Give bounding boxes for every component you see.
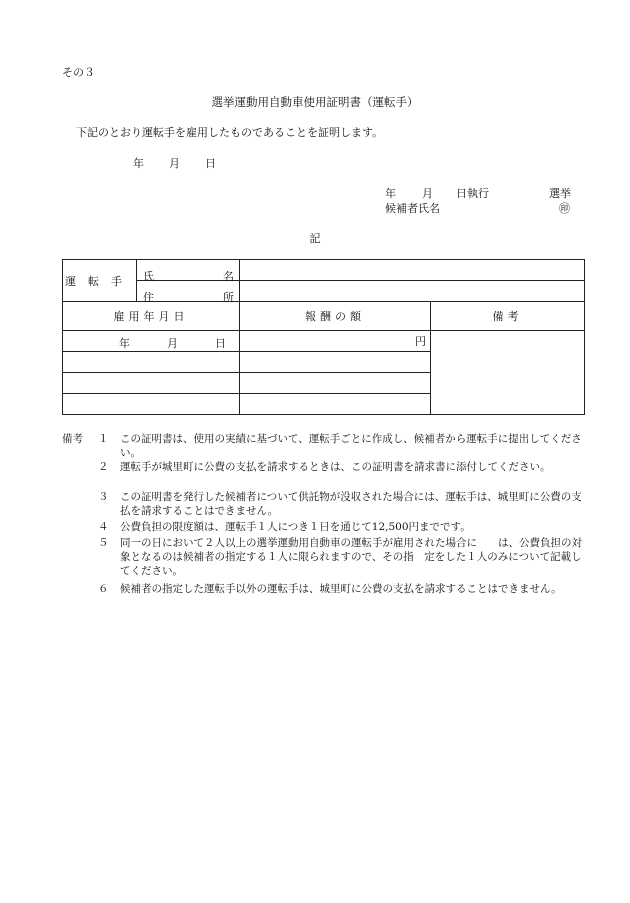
- name-value-cell[interactable]: [240, 260, 585, 281]
- intro-text: 下記のとおり運転手を雇用したものであることを証明します。: [76, 126, 384, 139]
- election-executed-label: 日執行: [456, 187, 489, 200]
- note-item: [98, 582, 592, 596]
- date-day-label: 日: [205, 157, 216, 170]
- amount-header: 報酬の額: [240, 302, 431, 331]
- election-word: 選挙: [549, 187, 571, 200]
- ki-heading: 記: [309, 232, 321, 245]
- date-year-label: 年: [133, 157, 144, 170]
- address-label: [137, 281, 240, 302]
- driver-table: [62, 259, 585, 415]
- employ-date-cell[interactable]: [63, 373, 240, 394]
- note-item: [98, 490, 592, 518]
- note-text: 同一の日において２人以上の選挙運動用自動車の運転手が雇用された場合に は、公費負担の対象となるのは候補者の指定する１人に限られますので、その指 定をした１人のみについて記載してください。: [120, 537, 582, 577]
- name-label-a: 氏: [143, 270, 154, 283]
- row-month-label: 月: [167, 337, 178, 350]
- amount-cell[interactable]: [240, 394, 431, 415]
- name-label-b: 名: [223, 270, 234, 283]
- note-text: この証明書を発行した候補者について供託物が没収された場合には、運転手は、城里町に公費の支払を請求することはできません。: [120, 491, 582, 517]
- row-day-label: 日: [215, 337, 226, 350]
- note-number: １: [98, 433, 109, 445]
- document-label: その３: [62, 66, 95, 79]
- note-text: 公費負担の限度額は、運転手１人につき１日を通じて12,500円までです。: [120, 521, 471, 533]
- note-number: ６: [98, 583, 109, 595]
- note-number: ５: [98, 537, 109, 549]
- note-text: 運転手が城里町に公費の支払を請求するときは、この証明書を請求書に添付してください。: [120, 461, 551, 473]
- note-text: この証明書は、使用の実績に基づいて、運転手ごとに作成し、候補者から運転手に提出してください。: [120, 433, 582, 459]
- note-number: ３: [98, 491, 109, 503]
- amount-cell[interactable]: [240, 352, 431, 373]
- note-item: [98, 432, 592, 460]
- employ-date-cell[interactable]: [63, 352, 240, 373]
- employ-date-cell[interactable]: [63, 394, 240, 415]
- remarks-header: 備考: [431, 302, 585, 331]
- name-label: [137, 260, 240, 281]
- note-text: 候補者の指定した運転手以外の運転手は、城里町に公費の支払を請求することはできません。: [120, 583, 562, 595]
- election-month-label: 月: [422, 187, 433, 200]
- address-label-b: 所: [223, 291, 234, 304]
- note-number: ２: [98, 461, 109, 473]
- amount-cell[interactable]: 円: [240, 331, 431, 352]
- candidate-name-label: 候補者氏名: [385, 202, 440, 215]
- election-year-label: 年: [385, 187, 396, 200]
- note-item: [98, 520, 592, 534]
- remarks-cell[interactable]: [431, 331, 585, 415]
- employ-date-header: 雇用年月日: [63, 302, 240, 331]
- seal-mark: ㊞: [559, 202, 570, 215]
- note-item: [98, 536, 592, 578]
- employ-date-cell[interactable]: [63, 331, 240, 352]
- driver-label: 運転手: [63, 260, 137, 302]
- date-month-label: 月: [169, 157, 180, 170]
- address-label-a: 住: [143, 291, 154, 304]
- row-year-label: 年: [119, 337, 130, 350]
- document-title: 選挙運動用自動車使用証明書（運転手）: [211, 95, 419, 109]
- address-value-cell[interactable]: [240, 281, 585, 302]
- amount-cell[interactable]: [240, 373, 431, 394]
- note-number: ４: [98, 521, 109, 533]
- note-item: [98, 460, 592, 474]
- notes-heading: 備考: [62, 433, 83, 445]
